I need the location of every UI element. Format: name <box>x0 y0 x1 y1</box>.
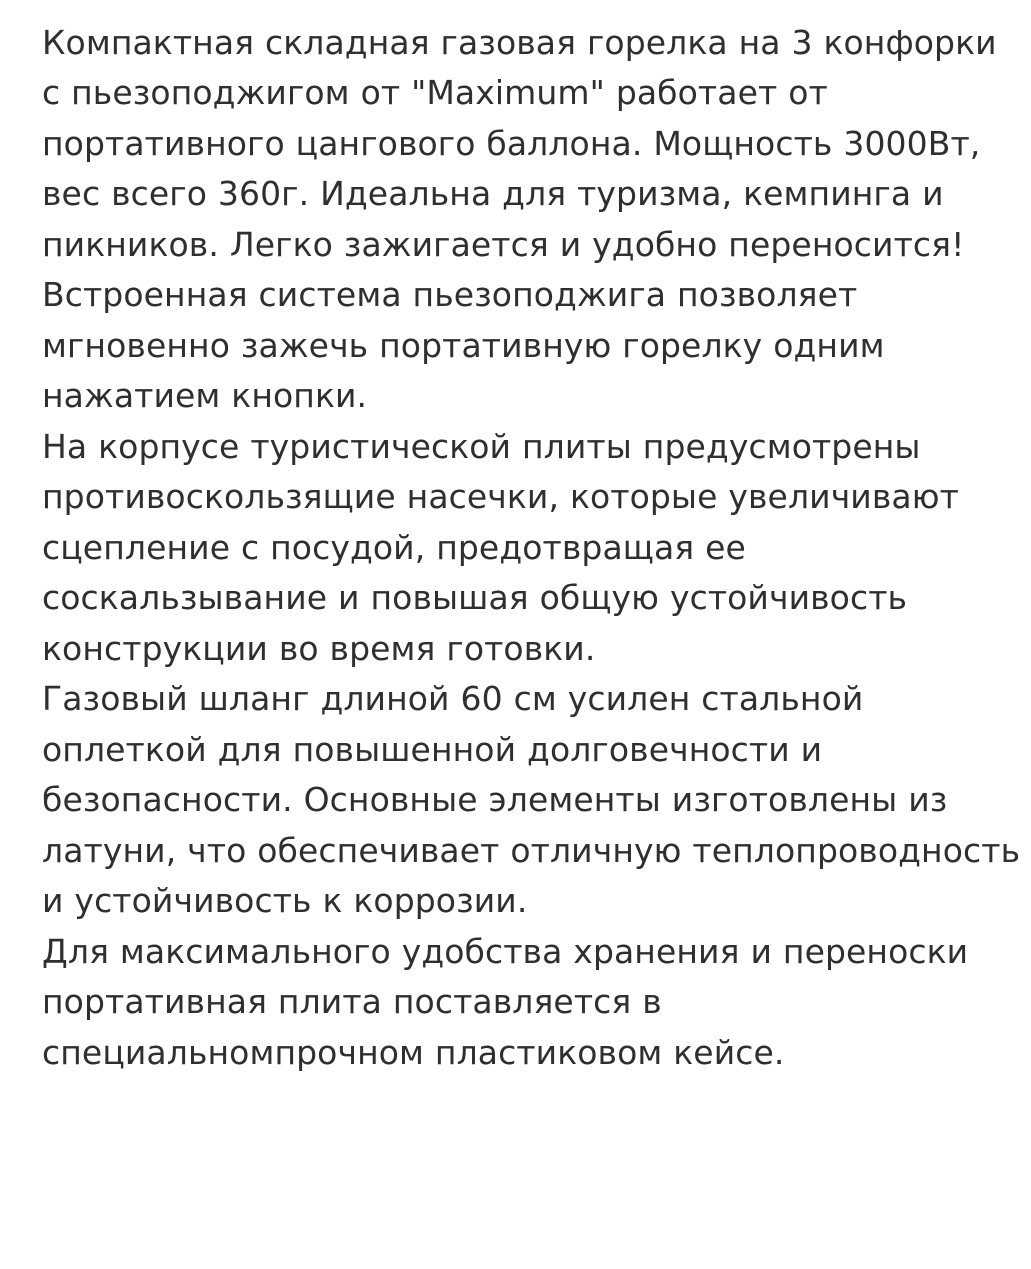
product-description-text <box>42 18 1021 1078</box>
description-paragraph-3: На корпусе туристической плиты предусмотрены противоскользящие насечки, которые увеличивают сцепление с посудой, предотвращая ее соскальзывание и повышая общую устойчивость конструкции во время готовки. <box>42 426 959 668</box>
description-paragraph-2: Встроенная система пьезоподжига позволяет мгновенно зажечь портативную горелку одним нажатием кнопки. <box>42 275 885 416</box>
description-paragraph-1: Компактная складная газовая горелка на 3 конфорки с пьезоподжигом от "Maximum" работает от портативного цангового баллона. Мощность 3000Вт, вес всего 360г. Идеальна для туризма, кемпинга и пикников. Легко зажигается и удобно переносится! <box>42 23 997 264</box>
description-paragraph-4: Газовый шланг длиной 60 см усилен стальной оплеткой для повышенной долговечности и безопасности. Основные элементы изготовлены из латуни, что обеспечивает отличную теплопроводность и устойчивость к коррозии. <box>42 679 1021 921</box>
description-paragraph-5: Для максимального удобства хранения и переноски портативная плита поставляется в специальномпрочном пластиковом кейсе. <box>42 931 969 1072</box>
